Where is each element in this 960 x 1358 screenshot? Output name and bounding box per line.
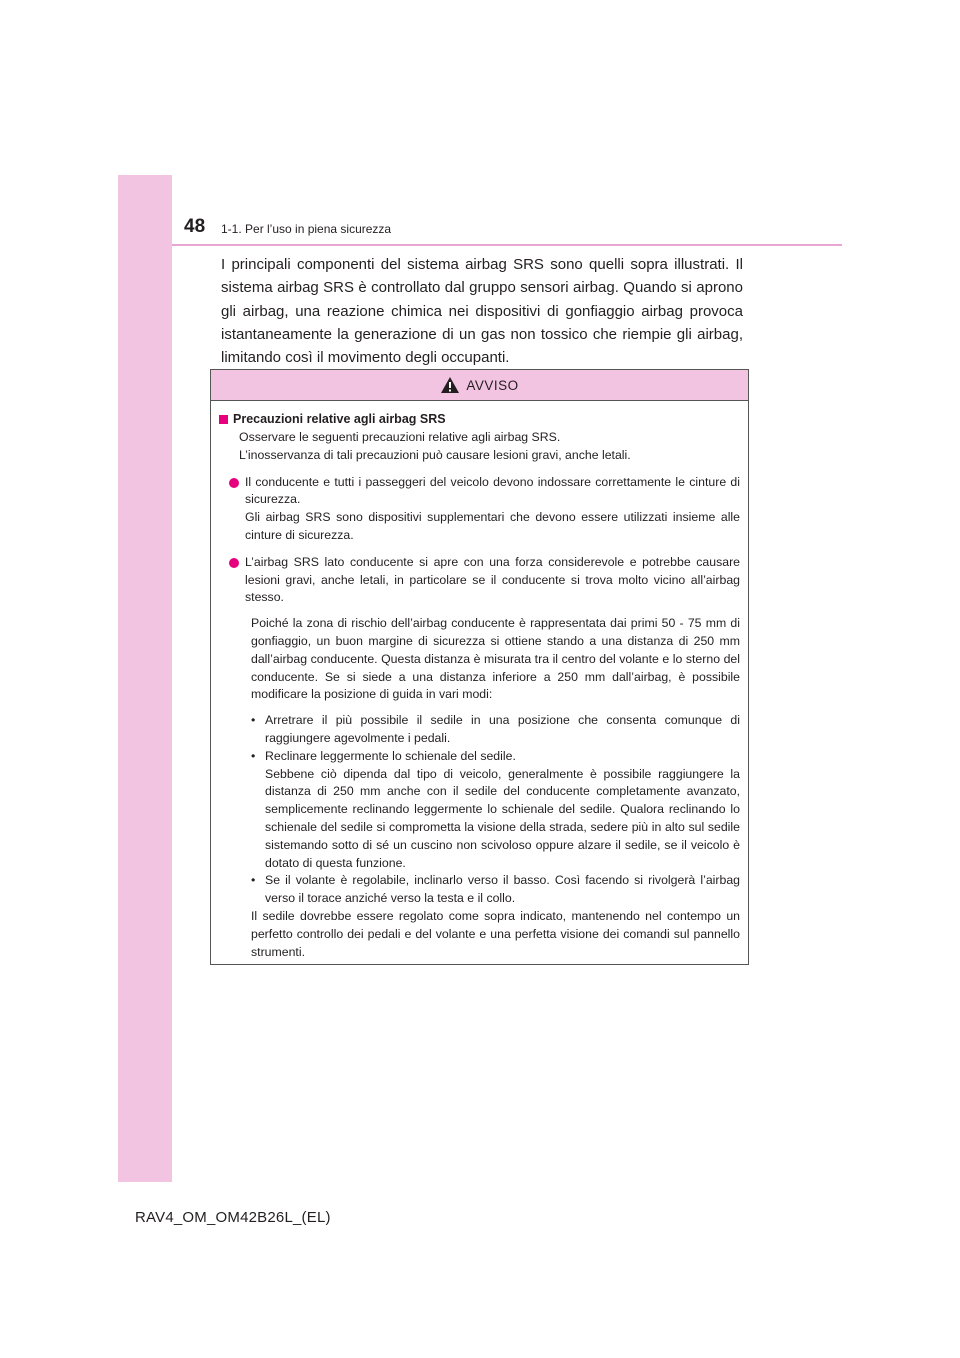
list-item: • Arretrare il più possibile il sedile in una posizione che consenta comunque di raggiungere agevolmente i pedali. xyxy=(251,712,740,748)
header-divider xyxy=(172,244,842,246)
bullet-seatbelts xyxy=(219,474,740,545)
list-item-text: Arretrare il più possibile il sedile in una posizione che consenta comunque di raggiungere agevolmente i pedali. xyxy=(265,713,740,745)
warning-header xyxy=(211,370,748,401)
circle-bullet-icon xyxy=(229,558,239,568)
warning-box xyxy=(210,369,749,965)
list-item-text: Se il volante è regolabile, inclinarlo verso il basso. Così facendo si rivolgerà l’airbag verso il torace anziché verso la testa e il collo. xyxy=(265,873,740,906)
driving-position-list xyxy=(219,712,740,908)
document-code-footer: RAV4_OM_OM42B26L_(EL) xyxy=(135,1209,331,1226)
warning-triangle-icon xyxy=(440,376,460,394)
intro-paragraph: I principali componenti del sistema airbag SRS sono quelli sopra illustrati. Il sistema airbag SRS è controllato dal gruppo sensori airbag. Quando si aprono gli airbag, una reazione chimica nei dispositivi di gonfiaggio airbag provoca istantaneamente la generazione di un gas non tossico che riempie gli airbag, limitando così il movimento degli occupanti. xyxy=(221,256,743,367)
bullet-driver-airbag xyxy=(219,554,740,607)
section-title: 1-1. Per l’uso in piena sicurezza xyxy=(221,222,392,236)
list-item: • Se il volante è regolabile, inclinarlo verso il basso. Così facendo si rivolgerà l’airbag verso il torace anziché verso la testa e il collo. xyxy=(251,872,740,908)
page-number: 48 xyxy=(184,216,206,237)
closing-paragraph: Il sedile dovrebbe essere regolato come sopra indicato, mantenendo nel contempo un perfetto controllo dei pedali e del volante e una perfetta visione dei comandi sul pannello strumenti. xyxy=(251,908,740,959)
square-bullet-icon xyxy=(219,415,228,424)
list-item-continuation: Sebbene ciò dipenda dal tipo di veicolo, generalmente è possibile raggiungere la distanza di 250 mm anche con il sedile del conducente completamente avanzato, semplicemente reclinando leggermente lo schienale del sedile. Qualora reclinando lo schienale del sedile si comprometta la visione della strada, sedere più in alto sul sedile sistemando sotto di sé un cuscino non scivoloso oppure alzare il sedile, se il veicolo è dotato di questa funzione. xyxy=(265,766,740,870)
circle-bullet-icon xyxy=(229,478,239,488)
risk-zone-paragraph: Poiché la zona di rischio dell’airbag conducente è rappresentata dai primi 50 - 75 mm di gonfiaggio, un buon margine di sicurezza si ottiene stando a una distanza di 250 mm dall’airbag conducente. Questa distanza è misurata tra il centro del volante e lo sterno del conducente. Se si siede a una distanza inferiore a 250 mm dall’airbag, è possibile modificare la posizione di guida in vari modi: xyxy=(251,616,740,702)
precautions-heading xyxy=(219,412,740,426)
warning-title: AVVISO xyxy=(466,377,519,393)
bullet-seatbelts-text: Il conducente e tutti i passeggeri del veicolo devono indossare correttamente le cinture di sicurezza. xyxy=(245,474,740,507)
bullet-driver-airbag-text: L’airbag SRS lato conducente si apre con una forza considerevole e potrebbe causare lesioni gravi, anche letali, in particolare se il conducente si trova molto vicino all’airbag stesso. xyxy=(245,554,740,605)
warning-body xyxy=(211,412,748,961)
warning-line-2: L’inosservanza di tali precauzioni può causare lesioni gravi, anche letali. xyxy=(239,447,631,462)
precautions-heading-text: Precauzioni relative agli airbag SRS xyxy=(233,412,446,426)
list-item-text: Reclinare leggermente lo schienale del sedile. xyxy=(265,748,516,763)
chapter-sidebar-tab xyxy=(118,175,172,1182)
warning-line-1: Osservare le seguenti precauzioni relative agli airbag SRS. xyxy=(239,430,561,444)
bullet-seatbelts-text-2: Gli airbag SRS sono dispositivi supplementari che devono essere utilizzati insieme alle cinture di sicurezza. xyxy=(245,510,740,542)
list-item: • Reclinare leggermente lo schienale del sedile. xyxy=(251,748,740,766)
